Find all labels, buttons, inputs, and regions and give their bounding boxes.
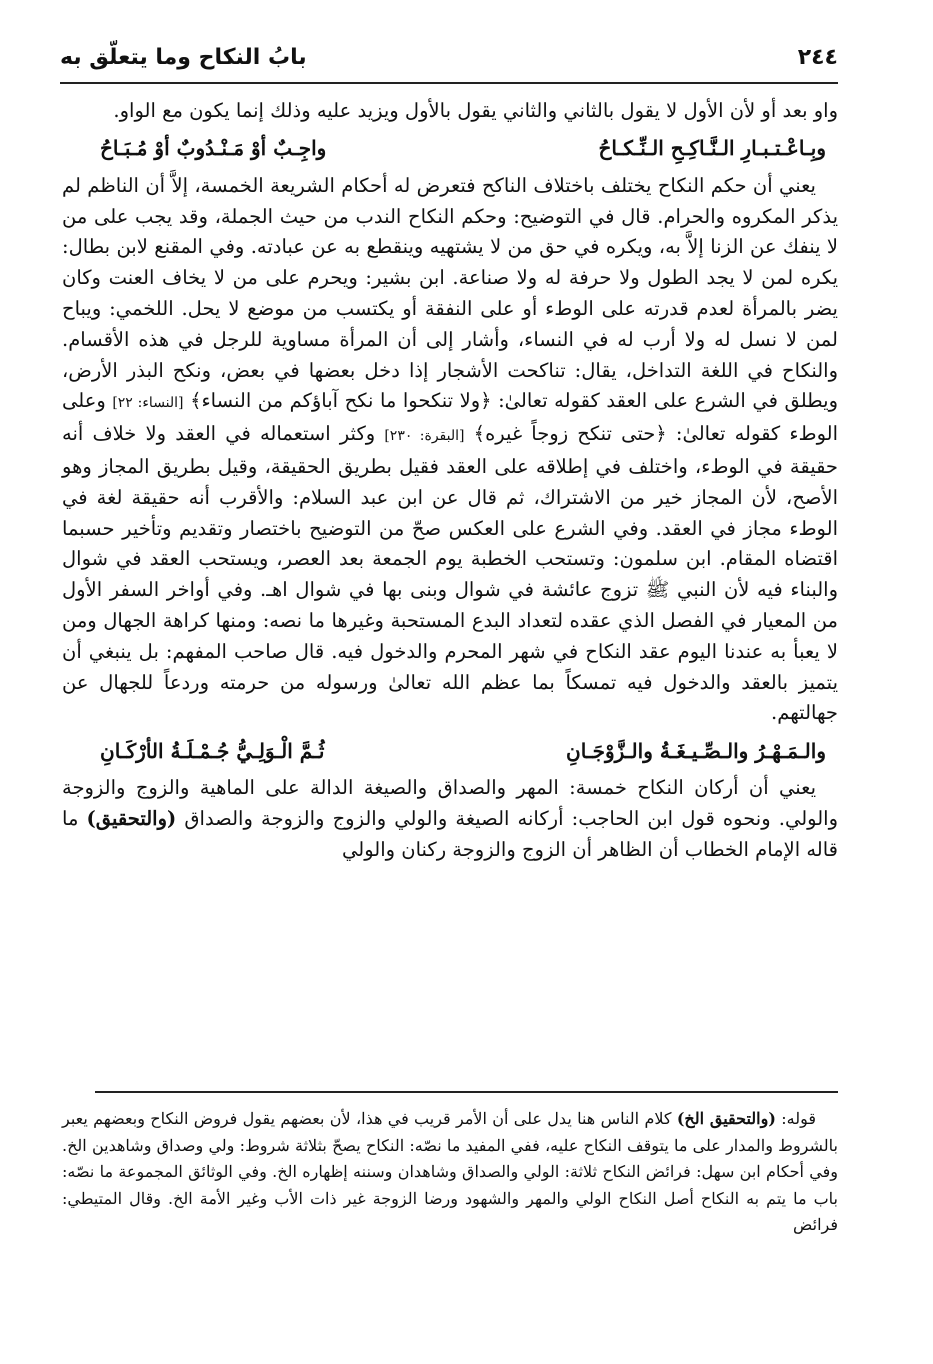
quran-reference-1: [النساء: ٢٢] (112, 395, 184, 412)
main-text (62, 96, 838, 866)
footnote-bold-term: (والتحقيق الخ) (676, 1109, 776, 1128)
footnote-1 (62, 1106, 838, 1239)
footnotes (62, 1106, 838, 1239)
verse-2-first-hemistich: والـمَـهْـرُ والـصِّـيـغَـةُ والـزَّوْجَـانِ (566, 738, 826, 763)
verse-1-first-hemistich: وبِـاعْـتـبـارِ الـنَّـاكِـحِ الـنِّـكـاحُ (598, 136, 826, 161)
page-number: ٢٤٤ (797, 44, 838, 70)
paragraph-2-part-b: وعلى الوطء كقوله تعالىٰ: ﴿حتى تنكح زوجاً غيره﴾ (62, 389, 839, 446)
paragraph-3-part-b: ما قاله الإمام الخطاب أن الظاهر أن الزوج والزوجة ركنان والولي (62, 806, 838, 861)
paragraph-2-part-c: وكثر استعماله في العقد ولا خلاف أنه حقيقة في الوطء، واختلف في إطلاقه على العقد فقيل بطريق الحقيقة، وقيل بطريق المجاز وهو الأصح، لأن المجاز خير من الاشتراك، ثم قال عن ابن عبد السلام: والأقرب أنه حقيقة لغة في الوطء مجاز في العقد. وفي الشرع على العكس صحّ من التوضيح باختصار وتقديم وتأخير حسبما اقتضاه المقام. ابن سلمون: وتستحب الخطبة يوم الجمعة بعد العصر، ويستحب العقد في شوال والبناء فيه لأن النبي ﷺ تزوج عائشة في شوال وبنى بها في شوال اهـ. وفي أواخر السفر الأول من المعيار في الفصل الذي عقده لتعداد البدع المستحبة وغيرها ما نصه: ومنها كراهة الجهال ومن لا يعبأ به عندنا اليوم عقد النكاح في شهر المحرم والدخول فيه. قال صاحب المفهم: بل ينبغي أن يتميز بالعقد والدخول فيه تمسكاً بما عظم الله تعالىٰ ورسوله من حرمته وردعاً للجهال عن جهالتهم. (62, 422, 838, 725)
paragraph-3 (62, 773, 838, 865)
paragraph-1: واو بعد أو لأن الأول لا يقول بالثاني والثاني يقول بالأول ويزيد عليه وذلك إنما يكون مع الواو. (113, 99, 838, 122)
chapter-title: بابُ النكاح وما يتعلّق به (60, 44, 307, 70)
footnote-lead: قوله: (781, 1109, 816, 1128)
footnote-text: كلام الناس هنا يدل على أن الأمر قريب في هذا، لأن بعضهم يقول فروض النكاح وبعضهم يعبر بالشروط والمدار على ما يتوقف النكاح عليه، ففي المفيد ما نصّه: النكاح يصحّ بثلاثة شروط: ولي وصداق وشاهدين الخ. وفي أحكام ابن سهل: فرائض النكاح ثلاثة: الولي والصداق وشاهدان وسننه إظهاره الخ. وفي الوثائق المجموعة ما نصّه: باب ما يتم به النكاح أصل النكاح الولي والمهر والشهود ورضا الزوجة غير ذات الأب وغير الأمة الخ. وقال المتيطي: فرائض (62, 1109, 838, 1234)
paragraph-3-bold-term: (والتحقيق) (86, 806, 177, 830)
footnote-divider (95, 1091, 838, 1093)
paragraph-3-part-a: يعني أن أركان النكاح خمسة: المهر والصداق والصيغة الدالة على الماهية والزوج والزوجة والولي. ونحوه قول ابن الحاجب: أركانه الصيغة والولي والزوج والزوجة والصداق (62, 776, 839, 830)
header-divider (60, 82, 838, 84)
running-header (60, 36, 838, 78)
paragraph-2 (62, 171, 838, 729)
quran-reference-2: [البقرة: ٢٣٠] (384, 428, 465, 445)
verse-1-second-hemistich: واجِـبٌ أوْ مَـنْـدُوبٌ أوْ مُـبَـاحُ (100, 136, 327, 161)
verse-2-second-hemistich: ثُـمَّ الْـوَلِـيُّ جُـمْـلَـةُ الأرْكَـانِ (100, 738, 325, 763)
verse-line-2 (62, 729, 838, 773)
paragraph-2-part-a: يعني أن حكم النكاح يختلف باختلاف الناكح فتعرض له أحكام الشريعة الخمسة، إلاَّ أن الناظم لم يذكر المكروه والحرام. قال في التوضيح: وحكم النكاح الندب من حيث الجملة، وقد يجب على من لا ينفك عن الزنا إلاَّ به، ويكره في حق من لا يشتهيه وينقطع به عن عبادته. وفي المقنع لابن بطال: يكره لمن لا يجد الطول ولا حرفة له ولا صناعة. ابن بشير: ويحرم على من لا يخاف العنت وكان يضر بالمرأة لعدم قدرته على الوطء أو على النفقة أو يكتسب من موضع لا يحل. اللخمي: ويباح لمن لا نسل له ولا أرب له في النساء، وأشار إلى أن المرأة مساوية للرجل في هذه الأقسام. والنكاح في اللغة التداخل، يقال: تناكحت الأشجار إذا دخل بعضها في بعض، ونكح البذر الأرض، ويطلق في الشرع على العقد كقوله تعالىٰ: ﴿ولا تنكحوا ما نكح آباؤكم من النساء﴾ (62, 173, 838, 413)
verse-line-1 (62, 127, 838, 171)
